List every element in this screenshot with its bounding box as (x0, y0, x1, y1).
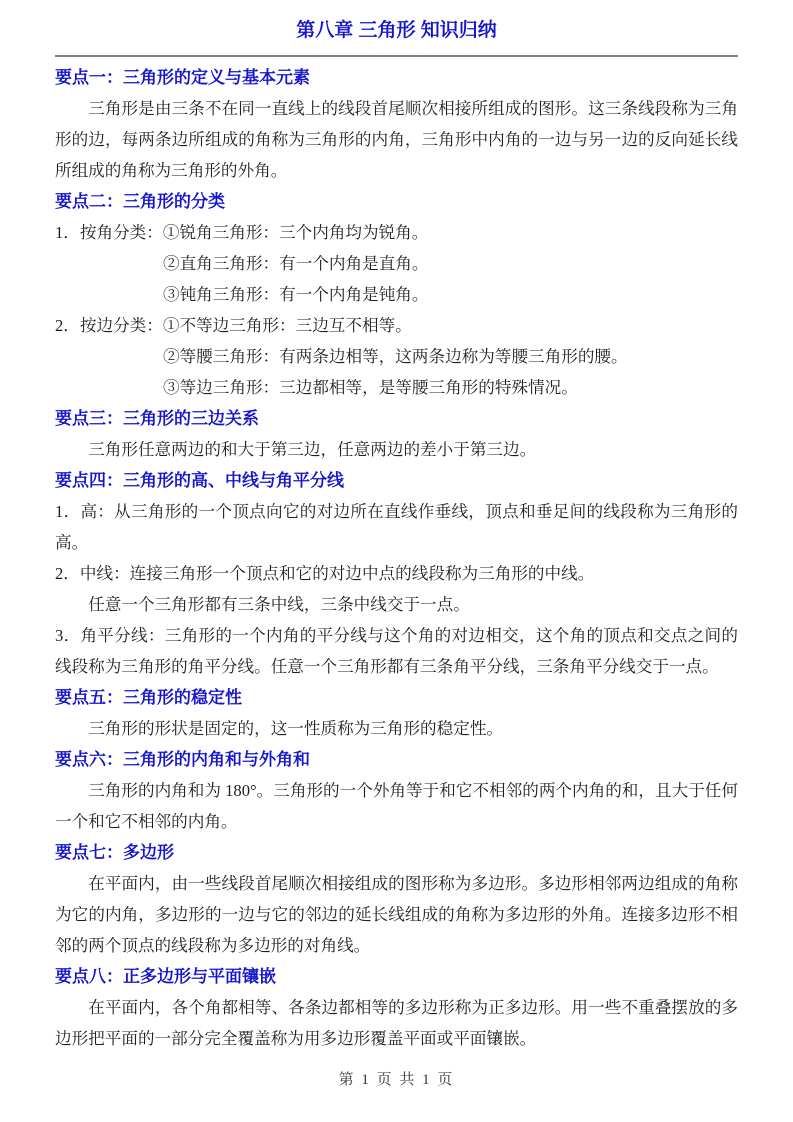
page-footer: 第 1 页 共 1 页 (338, 1072, 455, 1088)
section-heading: 要点三：三角形的三边关系 (55, 409, 259, 428)
section-heading: 要点四：三角形的高、中线与角平分线 (55, 471, 344, 490)
text-block-para: 三角形是由三条不在同一直线上的线段首尾顺次相接所组成的图形。这三条线段称为三角形的边，每两条边所组成的角称为三角形的内角，三角形中内角的一边与另一边的反向延长线所组成的角称为三角形的外角。 (55, 99, 738, 180)
title-divider (55, 55, 738, 57)
text-block-sub: ②直角三角形：有一个内角是直角。 (163, 254, 429, 273)
text-block-list: 3．角平分线：三角形的一个内角的平分线与这个角的对边相交，这个角的顶点和交点之间的线段称为三角形的角平分线。任意一个三角形都有三条角平分线，三条角平分线交于一点。 (55, 626, 738, 676)
text-block-para: 三角形的形状是固定的，这一性质称为三角形的稳定性。 (88, 719, 504, 738)
section-heading: 要点八：正多边形与平面镶嵌 (55, 967, 276, 986)
text-block-sub: ②等腰三角形：有两条边相等，这两条边称为等腰三角形的腰。 (163, 347, 628, 366)
text-block-list: 2．按边分类：①不等边三角形：三边互不相等。 (55, 316, 412, 335)
text-block-para: 三角形任意两边的和大于第三边，任意两边的差小于第三边。 (88, 440, 537, 459)
text-block-para: 任意一个三角形都有三条中线，三条中线交于一点。 (88, 595, 470, 614)
content (55, 62, 738, 1054)
text-block-list: 1．按角分类：①锐角三角形：三个内角均为锐角。 (55, 223, 429, 242)
section-heading: 要点七：多边形 (55, 843, 174, 862)
text-block-para: 在平面内，各个角都相等、各条边都相等的多边形称为正多边形。用一些不重叠摆放的多边形把平面的一部分完全覆盖称为用多边形覆盖平面或平面镶嵌。 (55, 998, 738, 1048)
text-block-sub: ③等边三角形：三边都相等，是等腰三角形的特殊情况。 (163, 378, 578, 397)
section-heading: 要点五：三角形的稳定性 (55, 688, 242, 707)
section-heading: 要点一：三角形的定义与基本元素 (55, 68, 310, 87)
text-block-para: 在平面内，由一些线段首尾顺次相接组成的图形称为多边形。多边形相邻两边组成的角称为它的内角，多边形的一边与它的邻边的延长线组成的角称为多边形的外角。连接多边形不相邻的两个顶点的线段称为多边形的对角线。 (55, 874, 738, 955)
page-title: 第八章 三角形 知识归纳 (296, 20, 497, 41)
text-block-list: 2．中线：连接三角形一个顶点和它的对边中点的线段称为三角形的中线。 (55, 564, 595, 583)
text-block-list: 1．高：从三角形的一个顶点向它的对边所在直线作垂线，顶点和垂足间的线段称为三角形的高。 (55, 502, 738, 552)
text-block-para: 三角形的内角和为 180°。三角形的一个外角等于和它不相邻的两个内角的和，且大于任何一个和它不相邻的内角。 (55, 781, 738, 831)
section-heading: 要点六：三角形的内角和与外角和 (55, 750, 310, 769)
section-heading: 要点二：三角形的分类 (55, 192, 225, 211)
text-block-sub: ③钝角三角形：有一个内角是钝角。 (163, 285, 429, 304)
